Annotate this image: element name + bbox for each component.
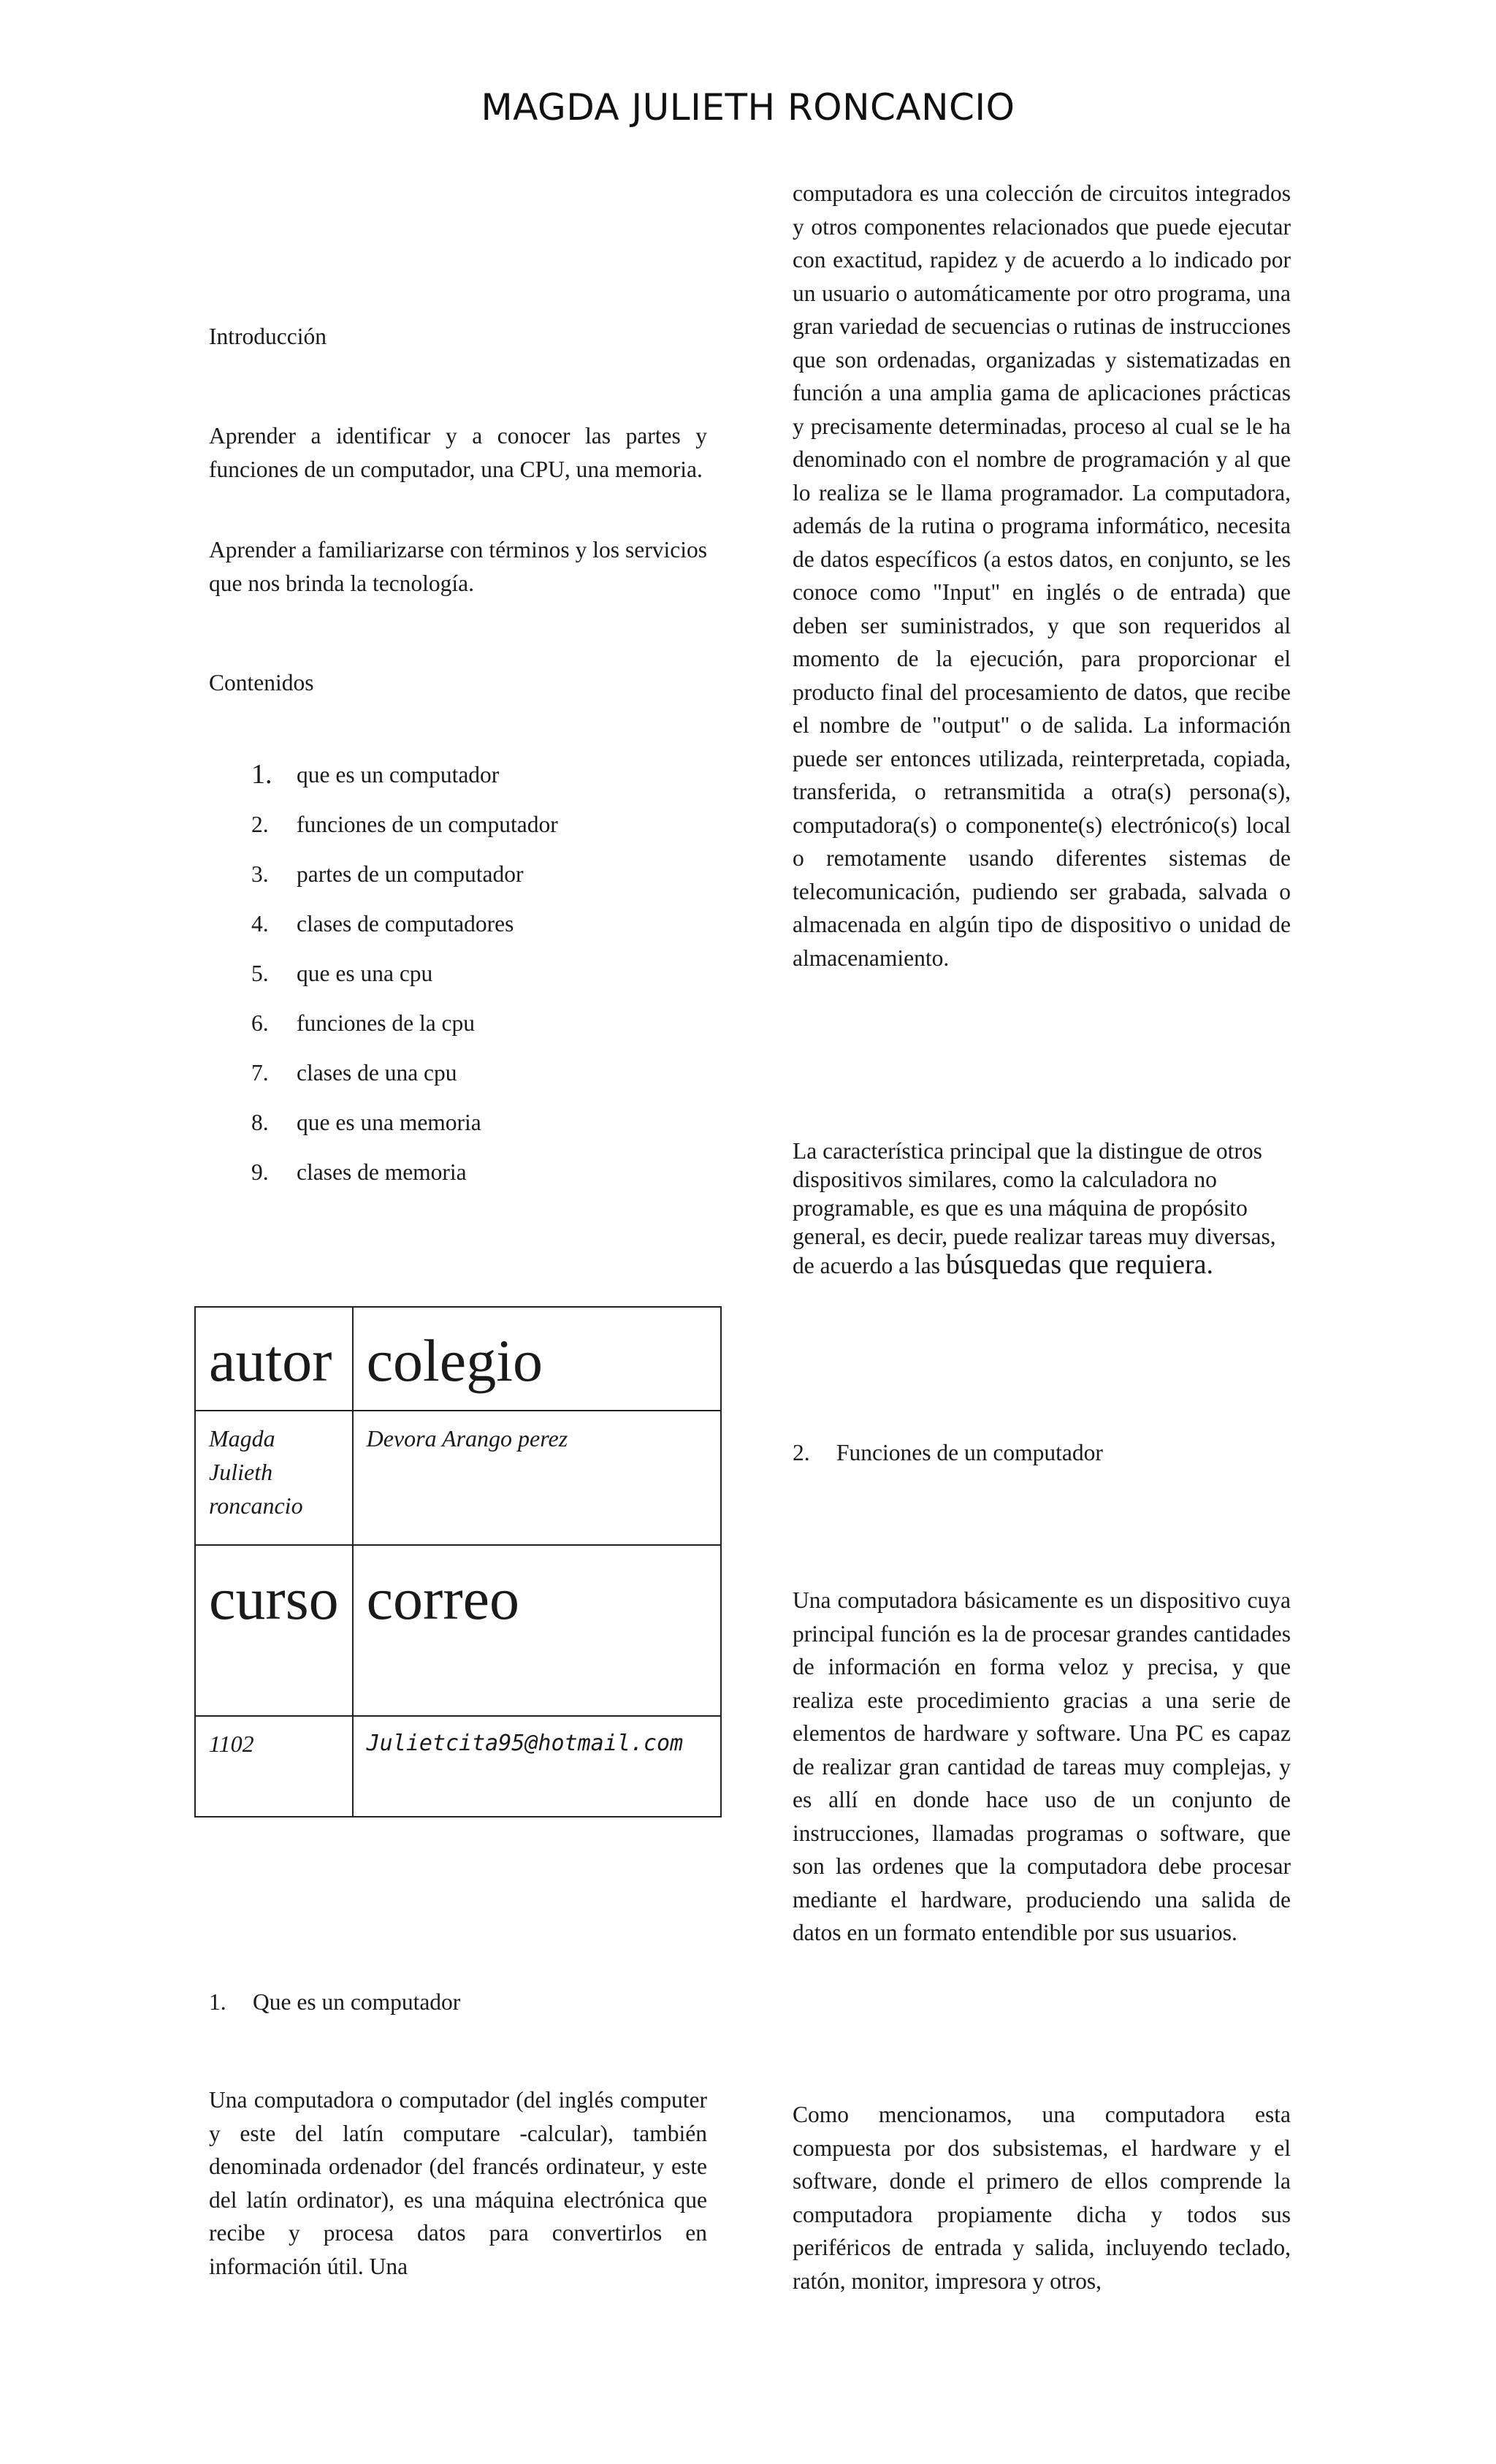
contents-item-text: funciones de la cpu [297, 1010, 476, 1036]
correo-label: correo [353, 1545, 721, 1716]
section-1-title: Que es un computador [253, 1989, 461, 2015]
right-paragraph-2 [793, 1137, 1291, 1280]
contents-item-number: 8. [251, 1110, 269, 1135]
contents-item-text: clases de memoria [297, 1159, 467, 1185]
contents-item-number: 4. [251, 911, 269, 937]
contents-item-text: que es una cpu [297, 961, 433, 986]
contents-item-number: 2. [251, 812, 269, 837]
contents-item-number: 7. [251, 1060, 269, 1086]
right-paragraph-2-text: La característica principal que la distingue de otros dispositivos similares, como la calculadora no programable, es que es una máquina de propósito general, es decir, puede realizar tareas muy diversas, de acuerdo a las [793, 1138, 1276, 1278]
autor-label: autor [195, 1307, 353, 1411]
author-info-table [194, 1306, 722, 1818]
correo-value: Julietcita95@hotmail.com [353, 1716, 721, 1817]
contents-item-text: partes de un computador [297, 861, 524, 887]
contents-item-text: clases de computadores [297, 911, 514, 937]
document-title: MAGDA JULIETH RONCANCIO [481, 86, 1015, 129]
section-1-paragraph: Una computadora o computador (del inglés computer y este del latín computare -calcular), también denominada ordenador (del francés ordinateur, y este del latín ordinator), es una máquina electrónica que recibe y procesa datos para convertirlos en información útil. Una [209, 2087, 707, 2279]
right-paragraph-4: Como mencionamos, una computadora esta compuesta por dos subsistemas, el hardware y el software, donde el primero de ellos comprende la computadora propiamente dicha y todos sus periféricos de entrada y salida, incluyendo teclado, ratón, monitor, impresora y otros, [793, 2102, 1291, 2294]
contents-heading: Contenidos [209, 670, 314, 695]
contents-item-text: clases de una cpu [297, 1060, 457, 1086]
contents-item-number: 6. [251, 1010, 269, 1036]
contents-item-number: 9. [251, 1159, 269, 1185]
section-1-number: 1. [209, 1989, 226, 2015]
contents-item-text: que es un computador [297, 762, 500, 787]
contents-item-number: 5. [251, 961, 269, 986]
right-paragraph-1: computadora es una colección de circuitos integrados y otros componentes relacionados que puede ejecutar con exactitud, rapidez y de acuerdo a lo indicado por un usuario o automáticamente por otro programa, una gran variedad de secuencias o rutinas de instrucciones que son ordenadas, organizadas y sistematizadas en función a una amplia gama de aplicaciones prácticas y precisamente determinadas, proceso al cual se le ha denominado con el nombre de programación y al que lo realiza se le llama programador. La computadora, además de la rutina o programa informático, necesita de datos específicos (a estos datos, en conjunto, se les conoce como "Input" en inglés o de entrada) que deben ser suministrados, y que son requeridos al momento de la ejecución, para proporcionar el producto final del procesamiento de datos, que recibe el nombre de "output" o de salida. La información puede ser entonces utilizada, reinterpretada, copiada, transferida, o retransmitida a otra(s) persona(s), computadora(s) o componente(s) electrónico(s) local o remotamente usando diferentes sistemas de telecomunicación, pudiendo ser grabada, salvada o almacenada en algún tipo de dispositivo o unidad de almacenamiento. [793, 180, 1291, 971]
intro-paragraph-1: Aprender a identificar y a conocer las partes y funciones de un computador, una CPU, una memoria. [209, 423, 707, 482]
right-paragraph-3: Una computadora básicamente es un dispositivo cuya principal función es la de procesar grandes cantidades de información en forma veloz y precisa, y que realiza este procedimiento gracias a una serie de elementos de hardware y software. Una PC es capaz de realizar gran cantidad de tareas muy complejas, y es allí en donde hace uso de un conjunto de instrucciones, llamadas programas o software, que son las ordenes que la computadora debe procesar mediante el hardware, produciendo una salida de datos en un formato entendible por sus usuarios. [793, 1587, 1291, 1945]
contents-item-number: 1. [251, 759, 272, 790]
contents-item-text: que es una memoria [297, 1110, 481, 1135]
colegio-value: Devora Arango perez [353, 1411, 721, 1545]
section-2-number: 2. [793, 1440, 810, 1465]
intro-heading: Introducción [209, 324, 327, 349]
curso-label: curso [195, 1545, 353, 1716]
intro-paragraph-2: Aprender a familiarizarse con términos y los servicios que nos brinda la tecnología. [209, 537, 707, 596]
curso-value: 1102 [195, 1716, 353, 1817]
right-paragraph-2-emphasis: búsquedas que requiera. [945, 1249, 1214, 1280]
section-2-heading [793, 1436, 1291, 1469]
autor-value: Magda Julieth roncancio [195, 1411, 353, 1545]
contents-item-text: funciones de un computador [297, 812, 558, 837]
section-2-title: Funciones de un computador [836, 1440, 1103, 1465]
colegio-label: colegio [353, 1307, 721, 1411]
contents-item-number: 3. [251, 861, 269, 887]
section-1-heading [209, 1986, 707, 2018]
